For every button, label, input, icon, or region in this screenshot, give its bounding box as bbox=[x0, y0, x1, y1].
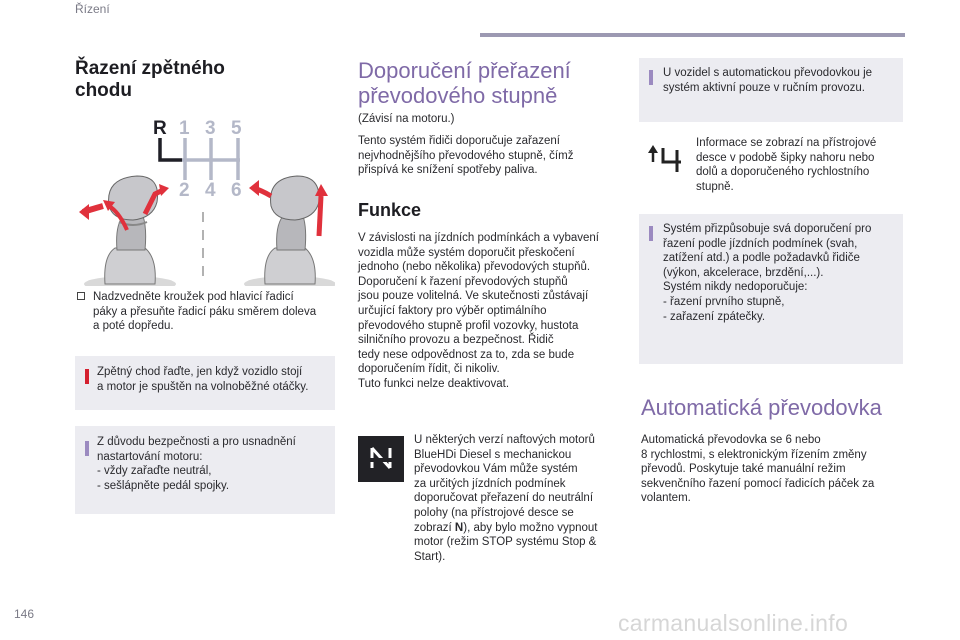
automatic-gearbox-title: Automatická převodovka bbox=[641, 395, 882, 420]
info-marker-icon bbox=[649, 226, 653, 241]
diesel-text-a: U některých verzí naftových motorů BlueHDi Diesel s mechanickou převodovkou Vám může systém za určitých jízdních podmínek doporučovat přeřazení do neutrální polohy (na přístrojové desce se zobrazí bbox=[414, 434, 595, 534]
adaptation-info-box bbox=[639, 214, 903, 364]
funkce-title: Funkce bbox=[358, 200, 422, 220]
neutral-indicator-icon bbox=[358, 436, 404, 482]
info-marker-icon bbox=[649, 70, 653, 85]
gear-lever-illustration bbox=[75, 166, 335, 286]
gear-3-label: 3 bbox=[205, 118, 216, 139]
safety-info-text: Z důvodu bezpečnosti a pro usnadnění nastartování motoru: - vždy zařaďte neutrál, - sešlápněte pedál spojky. bbox=[97, 436, 296, 492]
auto-mode-info-text: U vozidel s automatickou převodovkou je systém aktivní pouze v ručním provozu. bbox=[663, 67, 873, 94]
diesel-text bbox=[414, 433, 624, 564]
funkce-text: V závislosti na jízdních podmínkách a vybavení vozidla může systém doporučit přeskočení jednoho (nebo několika) převodových stupňů. Doporučení k řazení převodových stupňů jsou pouze volitelná. Ve skutečnosti zůstávají určující faktory pro výběr optimálního převodového stupně profil vozovky, hustota silničního provozu a bezpečnost. Řidič tedy nese odpovědnost za to, zda se bude doporučením řídit, či nikoliv. Tuto funkci nelze deaktivovat. bbox=[358, 232, 599, 390]
instruction-bullet-icon bbox=[77, 292, 85, 300]
reverse-title: Řazení zpětného chodu bbox=[75, 58, 225, 101]
gear-2-label: 2 bbox=[179, 180, 190, 201]
warning-text: Zpětný chod řaďte, jen když vozidlo stojí a motor je spuštěn na volnoběžné otáčky. bbox=[97, 366, 309, 393]
display-text: Informace se zobrazí na přístrojové desce v podobě šipky nahoru nebo dolů a doporučeného rychlostního stupně. bbox=[696, 137, 877, 193]
gear-4-label: 4 bbox=[205, 180, 216, 201]
gear-r-label: R bbox=[153, 118, 167, 139]
recommendation-note: (Závisí na motoru.) bbox=[358, 113, 455, 125]
info-marker-icon bbox=[85, 441, 89, 456]
gear-6-label: 6 bbox=[231, 180, 242, 201]
page-number: 146 bbox=[14, 607, 35, 621]
automatic-gearbox-text: Automatická převodovka se 6 nebo 8 rychlostmi, s elektronickým řízením změny převodů. Poskytuje také manuální režim sekvenčního řazení pomocí řadicích páček za volantem. bbox=[641, 434, 875, 505]
diesel-text-n: N bbox=[454, 521, 464, 534]
recommendation-title: Doporučení přeřazení převodového stupně bbox=[358, 58, 571, 108]
adaptation-info-text: Systém přizpůsobuje svá doporučení pro řazení podle jízdních podmínek (svah, zatížení atd.) a podle požadavků řidiče (výkon, akcelerace, brzdění,...). Systém nikdy nedoporučuje: - řazení prvního stupně, - zařazení zpátečky. bbox=[663, 223, 872, 323]
warning-marker-icon bbox=[85, 369, 89, 384]
section-label: Řízení bbox=[75, 2, 110, 16]
watermark: carmanualsonline.info bbox=[618, 610, 849, 636]
recommendation-intro: Tento systém řidiči doporučuje zařazení nejvhodnějšího převodového stupně, čímž přispívá ke snížení spotřeby paliva. bbox=[358, 135, 574, 177]
header-rule bbox=[480, 33, 905, 37]
gear-5-label: 5 bbox=[231, 118, 242, 139]
instruction-text: Nadzvedněte kroužek pod hlavicí řadicí páky a přesuňte řadicí páku směrem doleva a poté dopředu. bbox=[93, 291, 317, 333]
right-arrow-up-icon bbox=[319, 196, 321, 236]
safety-info-box bbox=[75, 426, 335, 514]
auto-mode-info-box bbox=[639, 58, 903, 122]
gear-1-label: 1 bbox=[179, 118, 190, 139]
shift-up-indicator-icon bbox=[647, 144, 687, 172]
warning-box bbox=[75, 356, 335, 410]
diesel-text-b: ), aby bylo možno vypnout motor (režim STOP systému Stop & Start). bbox=[414, 521, 598, 563]
